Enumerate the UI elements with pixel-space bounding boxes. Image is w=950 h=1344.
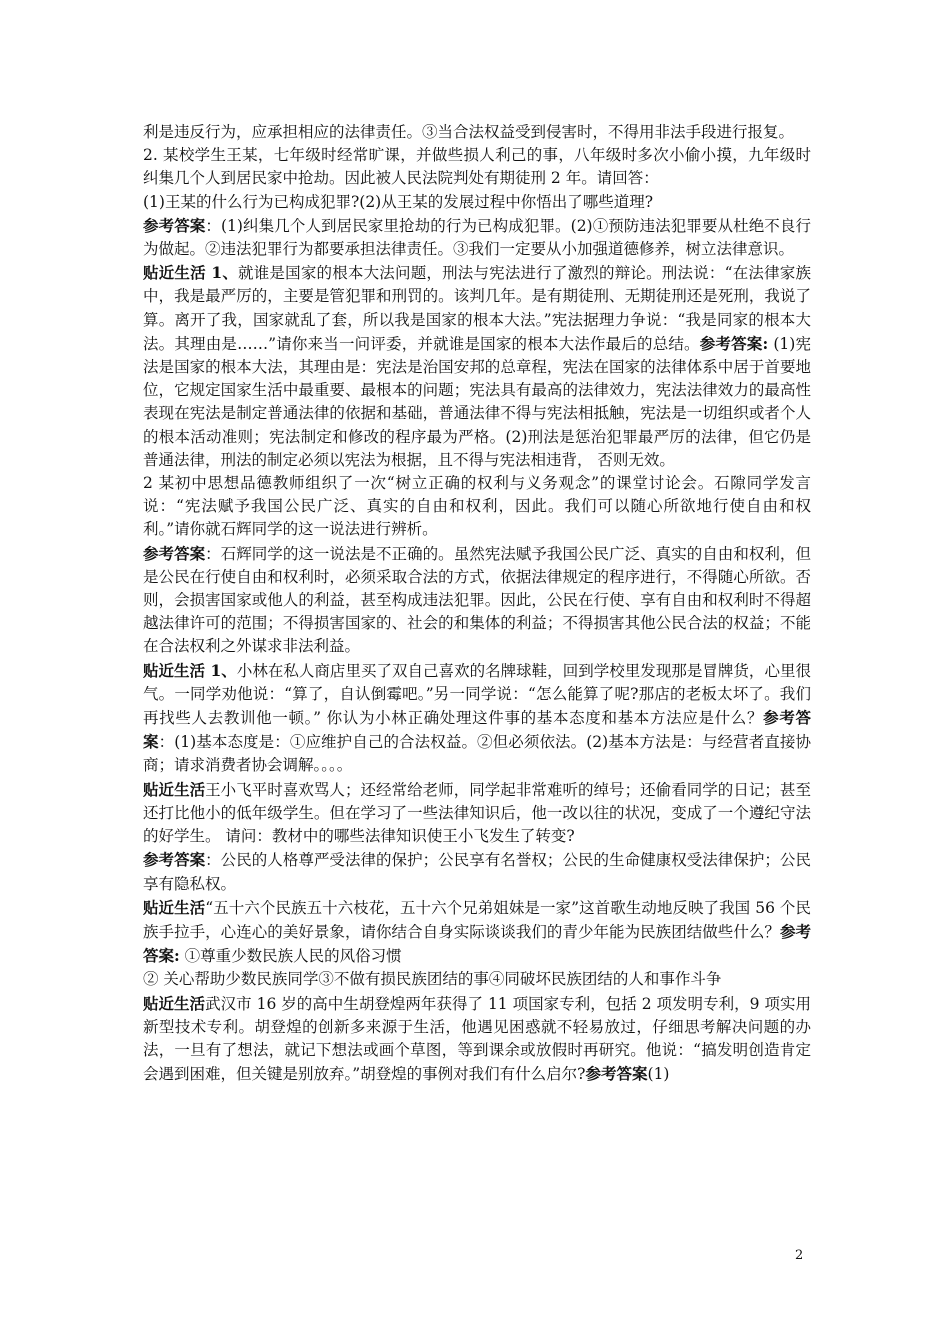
body-text: (1)王某的什么行为已构成犯罪?(2)从王某的发展过程中你悟出了哪些道理? xyxy=(143,192,654,211)
body-text: ：(1)纠集几个人到居民家里抢劫的行为已构成犯罪。(2)①预防违法犯罪要从杜绝不良行为做起。②违法犯罪行为都要承担法律责任。③我们一定要从小加强道德修养，树立法律意识。 xyxy=(143,216,811,259)
body-text: 利是违反行为，应承担相应的法律责任。③当合法权益受到侵害时，不得用非法手段进行报复。 xyxy=(143,123,795,141)
body-text: (1)宪法是国家的根本大法，其理由是：宪法是治国安邦的总章程，宪法在国家的法律体系中居于首要地位，它规定国家生活中最重要、最根本的问题；宪法具有最高的法律效力，宪法法律效力的最高性表现在宪法是制定普通法律的依据和基础，普通法律不得与宪法相抵触，宪法是一切组织或者个人的根本活动准则；宪法制定和修改的程序最为严格。(2)刑法是惩治犯罪最严厉的法律，但它仍是普通法律，刑法的制定必须以宪法为根据，且不得与宪法相违背， 否则无效。 xyxy=(143,334,811,469)
paragraph xyxy=(143,778,811,849)
paragraph xyxy=(143,261,811,472)
paragraph xyxy=(143,214,811,261)
bold-label: 参考答案: xyxy=(699,333,769,353)
bold-label: 贴近生活 1、 xyxy=(143,263,239,283)
page-number: 2 xyxy=(795,1248,804,1263)
body-text: 武汉市 16 岁的高中生胡登煌两年获得了 11 项国家专利，包括 2 项发明专利，9 项实用新型技术专利。胡登煌的创新多来源于生活，他遇见困惑就不轻易放过，仔细思考解决问题的办法，一旦有了想法，就记下想法或画个草图，等到课余或放假时再研究。他说：“搞发明创造肯定会遇到困难，但关键是别放弃。”胡登煌的事例对我们有什么启尔? xyxy=(143,994,811,1084)
body-text: ：石辉同学的这一说法是不正确的。虽然宪法赋予我国公民广泛、真实的自由和权利，但是公民在行使自由和权利时，必须采取合法的方式，依据法律规定的程序进行，不得随心所欲。否则，会损害国家或他人的利益，甚至构成违法犯罪。因此，公民在行使、享有自由和权利时不得超越法律许可的范围；不得损害国家的、社会的和集体的利益；不得损害其他公民合法的权益；不能在合法权利之外谋求非法利益。 xyxy=(143,544,811,656)
document-body xyxy=(143,121,811,1086)
paragraph xyxy=(143,848,811,895)
body-text: ①尊重少数民族人民的风俗习惯 xyxy=(179,947,402,966)
bold-label: 贴近生活 1、 xyxy=(143,660,237,680)
body-text: 小林在私人商店里买了双自己喜欢的名牌球鞋，回到学校里发现那是冒牌货，心里很气。一同学劝他说：“算了，自认倒霉吧。”另一同学说：“怎么能算了呢?那店的老板太坏了。我们再找些人去教训他一顿。” 你认为小林正确处理这件事的基本态度和基本方法应是什么？ xyxy=(143,661,811,728)
bold-label: 贴近生活 xyxy=(143,897,206,917)
paragraph xyxy=(143,121,811,144)
bold-label: 参考答案: xyxy=(143,921,811,966)
paragraph xyxy=(143,659,811,778)
body-text: ：(1)基本态度是：①应维护自己的合法权益。②但必须依法。(2)基本方法是：与经营者直接协商；请求消费者协会调解。。。。 xyxy=(143,733,811,775)
bold-label: 参考答案 xyxy=(143,215,206,235)
bold-label: 贴近生活 xyxy=(143,779,206,799)
paragraph xyxy=(143,968,811,991)
body-text: 2. 某校学生王某，七年级时经常旷课，并做些损人利己的事，八年级时多次小偷小摸，九年级时纠集几个人到居民家中抢劫。因此被人民法院判处有期徒刑 2 年。请回答： xyxy=(143,146,811,188)
body-text: 就谁是国家的根本大法问题，刑法与宪法进行了激烈的辩论。刑法说：“在法律家族中，我是最严厉的，主要是管犯罪和刑罚的。该判几年。是有期徒刑、无期徒刑还是死刑，我说了算。离开了我，国家就乱了套，所以我是国家的根本大法。”宪法据理力争说：“我是同家的根本大法。其理由是……”请你来当一问评委，并就谁是国家的根本大法作最后的总结。 xyxy=(143,264,811,353)
bold-label: 参考答案 xyxy=(143,850,206,870)
body-text: ② 关心帮助少数民族同学③不做有损民族团结的事④同破坏民族团结的人和事作斗争 xyxy=(143,970,722,989)
body-text: 王小飞平时喜欢骂人；还经常给老师，同学起非常难听的绰号；还偷看同学的日记；甚至还打比他小的低年级学生。但在学习了一些法律知识后，他一改以往的状况，变成了一个遵纪守法的好学生。 请问：教材中的哪些法律知识使王小飞发生了转变? xyxy=(143,780,811,846)
paragraph xyxy=(143,191,811,214)
bold-label: 贴近生活 xyxy=(143,993,206,1013)
paragraph xyxy=(143,992,811,1087)
body-text: (1) xyxy=(647,1065,670,1084)
body-text: “五十六个民族五十六枝花，五十六个兄弟姐妹是一家”这首歌生动地反映了我国 56 个民族手拉手，心连心的美好景象，请你结合自身实际谈谈我们的青少年能为民族团结做些什么？ xyxy=(143,898,811,941)
bold-label: 参考答案 xyxy=(143,543,206,563)
body-text: ：公民的人格尊严受法律的保护；公民享有名誉权；公民的生命健康权受法律保护；公民享有隐私权。 xyxy=(143,851,811,893)
body-text: 2 某初中思想品德教师组织了一次“树立正确的权利与义务观念”的课堂讨论会。石隙同学发言说：“宪法赋予我国公民广泛、真实的自由和权利，因此。我们可以随心所欲地行使自由和权利。”请你就石辉同学的这一说法进行辨析。 xyxy=(143,474,811,539)
bold-label: 参考答案 xyxy=(585,1064,648,1084)
paragraph xyxy=(143,472,811,542)
paragraph xyxy=(143,896,811,969)
bold-label: 参考答案 xyxy=(143,708,811,752)
paragraph xyxy=(143,144,811,190)
paragraph xyxy=(143,542,811,659)
